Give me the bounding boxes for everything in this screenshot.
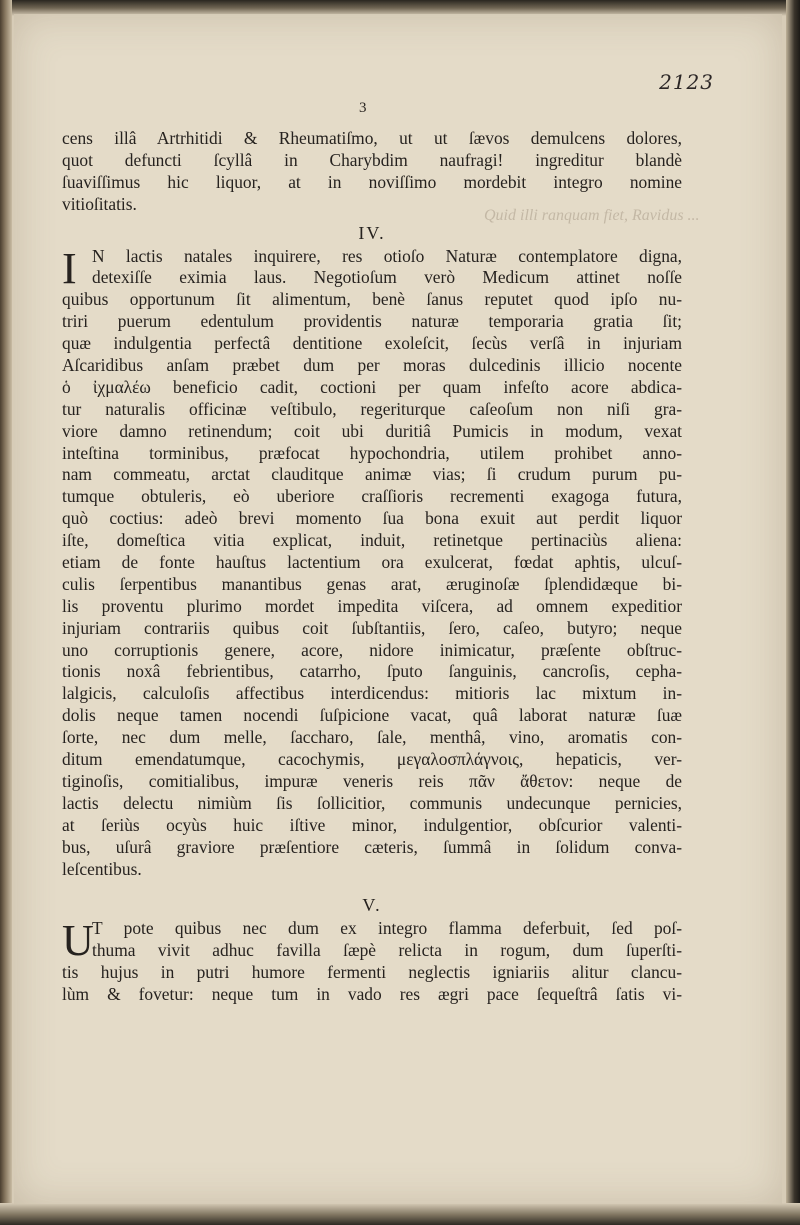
section-v-paragraph: [62, 918, 682, 1006]
section-iv-paragraph: [62, 243, 682, 881]
text-line: at ſeriùs ocyùs huic iſtive minor, indulgentior, obſcurior valenti-: [62, 814, 682, 835]
book-bottom-edge: [0, 1203, 800, 1225]
text-line: nam commeatu, arctat clauditque animæ vias; ſi crudum purum pu-: [62, 464, 682, 485]
book-fore-edge: [786, 0, 800, 1225]
text-line: ſorte, nec dum melle, ſaccharo, ſale, menthâ, vino, aromatis con-: [62, 727, 682, 748]
text-line: ditum emendatumque, cacochymis, μεγαλοσπλάγνοις, hepaticis, ver-: [62, 749, 682, 770]
signature-mark: 3: [359, 100, 367, 116]
handwritten-folio-number: 2123: [659, 70, 714, 94]
drop-capital: U: [62, 916, 94, 966]
text-line: tur naturalis officinæ veſtibulo, regeriturque caſeoſum non niſi gra-: [62, 398, 682, 419]
text-line: quò coctius: adeò brevi momento ſua bona exuit aut perdit liquor: [62, 508, 682, 529]
text-line: lactis delectu nimiùm ſis ſollicitior, communis undecunque pernicies,: [62, 792, 682, 813]
text-line: quot defuncti ſcyllâ in Charybdim naufragi! ingreditur blandè: [62, 149, 682, 170]
text-line: culis ſerpentibus manantibus genas arat, æruginoſæ ſplendidæque bi-: [62, 573, 682, 594]
page-paper: [14, 14, 782, 1204]
text-line: dolis neque tamen nocendi ſuſpicione vacat, quâ laborat naturæ ſuæ: [62, 705, 682, 726]
text-line: T pote quibus nec dum ex integro flamma deferbuit, ſed poſ-: [92, 918, 682, 939]
book-binding-edge: [0, 0, 12, 1225]
text-line: Aſcaridibus anſam præbet dum per moras dulcedinis illicio nocente: [62, 355, 682, 376]
section-heading-v: V.: [362, 895, 382, 916]
text-line: N lactis natales inquirere, res otioſo Naturæ contemplatore digna,: [92, 245, 682, 266]
text-line: lalgicis, calculoſis affectibus interdicendus: mitioris lac mixtum in-: [62, 683, 682, 704]
text-line: triri puerum edentulum providentis naturæ temporaria gratia ſit;: [62, 311, 682, 332]
text-line: tiginoſis, comitialibus, impuræ veneris reis πᾶν ἄθετον: neque de: [62, 770, 682, 791]
drop-capital: I: [62, 243, 77, 293]
text-line: vitioſitatis.: [62, 193, 137, 214]
text-line: tis hujus in putri humore fermenti neglectis igniariis alitur clancu-: [62, 962, 682, 983]
text-line: lùm & fovetur: neque tum in vado res ægri pace ſequeſtrâ ſatis vi-: [62, 984, 682, 1005]
text-line: iſte, domeſtica vitia explicat, induit, retinetque pertinaciùs aliena:: [62, 530, 682, 551]
text-line: lis proventu plurimo mordet impedita viſcera, ad omnem expeditior: [62, 595, 682, 616]
text-line: leſcentibus.: [62, 858, 142, 879]
text-line: tumque obtuleris, eò uberiore craſſioris recrementi exagoga futura,: [62, 486, 682, 507]
text-line: thuma vivit adhuc favilla ſæpè relicta in rogum, dum ſuperſti-: [92, 940, 682, 961]
text-line: bus, uſurâ graviore præſentiore cæteris, ſummâ in ſolidum conva-: [62, 836, 682, 857]
body-text: [62, 128, 682, 1006]
text-line: uno corruptionis genere, acore, nidore inimicatur, præſente obſtruc-: [62, 639, 682, 660]
text-line: tionis noxâ febrientibus, catarrho, ſputo ſanguinis, cancroſis, cepha-: [62, 661, 682, 682]
text-line: quibus opportunum ſit alimentum, benè ſanus reputet quod ipſo nu-: [62, 289, 682, 310]
text-line: ſuaviſſimus hic liquor, at in noviſſimo mordebit integro nomine: [62, 171, 682, 192]
text-line: inteſtina torminibus, præfocat hypochondria, utilem prohibet anno-: [62, 442, 682, 463]
section-heading-iv: IV.: [358, 222, 386, 243]
text-line: viore damno retinendum; coit ubi duritiâ Pumicis in modum, vexat: [62, 420, 682, 441]
bleed-through-text: Quid illi ranquam fiet, Ravidus ...: [484, 207, 700, 224]
text-line: detexiſſe eximia laus. Negotioſum verò Medicum attinet noſſe: [92, 267, 682, 288]
text-line: ὁ ἰχμαλέω beneficio cadit, coctioni per quam infeſto acore abdica-: [62, 376, 682, 397]
text-line: etiam de fonte hauſtus lactentium ora exulcerat, fœdat aphtis, ulcuſ-: [62, 552, 682, 573]
text-line: injuriam contrariis quibus coit ſubſtantiis, ſero, caſeo, butyro; neque: [62, 617, 682, 638]
continuation-paragraph: [62, 128, 682, 216]
text-line: quæ indulgentia perfectâ dentitione exoleſcit, ſecùs verſâ in injuriam: [62, 333, 682, 354]
text-line: cens illâ Artrhitidi & Rheumatiſmo, ut ut ſævos demulcens dolores,: [62, 128, 682, 148]
